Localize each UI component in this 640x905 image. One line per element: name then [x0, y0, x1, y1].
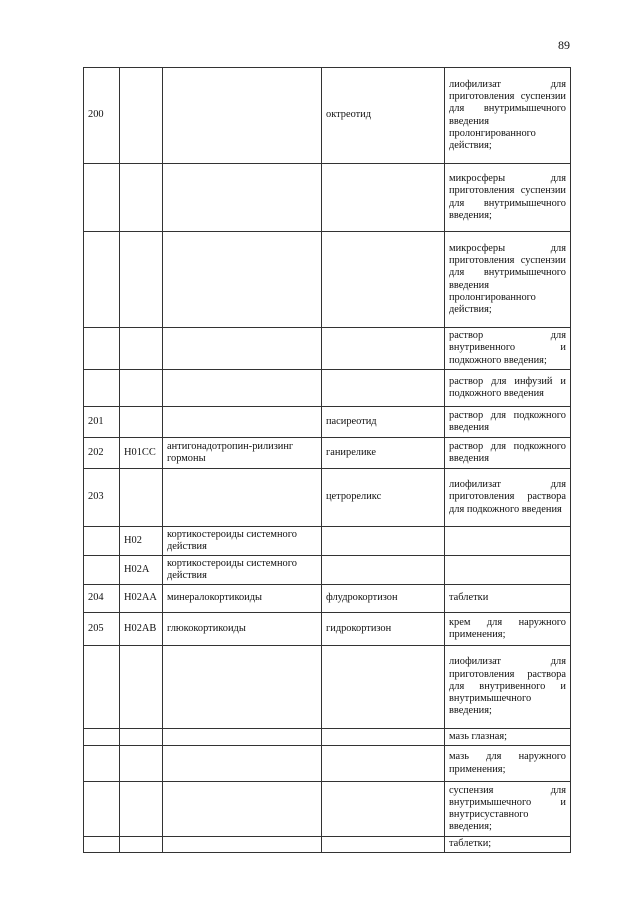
atc-code: [120, 370, 163, 407]
drug-name: [322, 232, 445, 328]
table-row: [84, 646, 571, 729]
atc-group: антигонадотропин-рилизинг гормоны: [163, 438, 322, 469]
dosage-form: лиофилизат для приготовления суспензии для внутримышечного введения пролонгированного действия;: [445, 68, 571, 164]
row-number: [84, 328, 120, 370]
dosage-form: раствор для внутривенного и подкожного введения;: [445, 328, 571, 370]
drug-name: [322, 782, 445, 837]
atc-code: [120, 729, 163, 746]
atc-group: [163, 746, 322, 782]
drug-name: цетрореликс: [322, 469, 445, 527]
atc-group: кортикостероиды системного действия: [163, 556, 322, 585]
atc-group: глюкокортикоиды: [163, 613, 322, 646]
atc-code: [120, 68, 163, 164]
row-number: 200: [84, 68, 120, 164]
table-row: [84, 232, 571, 328]
drug-name: [322, 164, 445, 232]
dosage-form: суспензия для внутримышечного и внутрисуставного введения;: [445, 782, 571, 837]
atc-group: [163, 837, 322, 853]
dosage-form: таблетки;: [445, 837, 571, 853]
atc-code: [120, 837, 163, 853]
atc-group: кортикостероиды системного действия: [163, 527, 322, 556]
atc-group: [163, 164, 322, 232]
drug-name: флудрокортизон: [322, 585, 445, 613]
atc-group: [163, 729, 322, 746]
row-number: [84, 232, 120, 328]
atc-group: [163, 68, 322, 164]
atc-code: H01CC: [120, 438, 163, 469]
table-row: [84, 407, 571, 438]
atc-group: минералокортикоиды: [163, 585, 322, 613]
row-number: 202: [84, 438, 120, 469]
dosage-form: мазь для наружного применения;: [445, 746, 571, 782]
atc-group: [163, 782, 322, 837]
row-number: [84, 527, 120, 556]
table-row: [84, 370, 571, 407]
table-row: [84, 585, 571, 613]
table-row: [84, 469, 571, 527]
atc-code: [120, 469, 163, 527]
table-row: [84, 68, 571, 164]
dosage-form: микросферы для приготовления суспензии для внутримышечного введения пролонгированного действия;: [445, 232, 571, 328]
row-number: [84, 729, 120, 746]
row-number: [84, 370, 120, 407]
row-number: [84, 837, 120, 853]
dosage-form: лиофилизат для приготовления раствора для подкожного введения: [445, 469, 571, 527]
atc-group: [163, 407, 322, 438]
dosage-form: мазь глазная;: [445, 729, 571, 746]
drug-name: [322, 328, 445, 370]
atc-code: [120, 232, 163, 328]
drug-name: пасиреотид: [322, 407, 445, 438]
dosage-form: лиофилизат для приготовления раствора для внутривенного и внутримышечного введения;: [445, 646, 571, 729]
table-row: [84, 556, 571, 585]
table-row: [84, 527, 571, 556]
drug-name: гидрокортизон: [322, 613, 445, 646]
table-row: [84, 729, 571, 746]
dosage-form: крем для наружного применения;: [445, 613, 571, 646]
atc-group: [163, 370, 322, 407]
row-number: 205: [84, 613, 120, 646]
drug-name: [322, 746, 445, 782]
table-row: [84, 613, 571, 646]
drug-name: октреотид: [322, 68, 445, 164]
table-row: [84, 164, 571, 232]
table-row: [84, 438, 571, 469]
atc-code: [120, 782, 163, 837]
row-number: 201: [84, 407, 120, 438]
row-number: 203: [84, 469, 120, 527]
dosage-form: таблетки: [445, 585, 571, 613]
drug-name: [322, 837, 445, 853]
table-row: [84, 746, 571, 782]
drug-name: [322, 370, 445, 407]
atc-code: [120, 407, 163, 438]
table-row: [84, 328, 571, 370]
table-row: [84, 782, 571, 837]
dosage-form: [445, 527, 571, 556]
row-number: [84, 782, 120, 837]
atc-code: [120, 646, 163, 729]
atc-code: [120, 746, 163, 782]
atc-code: H02A: [120, 556, 163, 585]
drug-name: [322, 527, 445, 556]
row-number: [84, 746, 120, 782]
row-number: [84, 556, 120, 585]
atc-code: [120, 328, 163, 370]
drug-name: ганирелике: [322, 438, 445, 469]
table-row: [84, 837, 571, 853]
dosage-form: микросферы для приготовления суспензии для внутримышечного введения;: [445, 164, 571, 232]
atc-code: H02AA: [120, 585, 163, 613]
atc-code: [120, 164, 163, 232]
page-number: 89: [558, 38, 570, 52]
drug-name: [322, 729, 445, 746]
dosage-form: раствор для подкожного введения: [445, 438, 571, 469]
atc-code: H02AB: [120, 613, 163, 646]
atc-group: [163, 469, 322, 527]
dosage-form: раствор для подкожного введения: [445, 407, 571, 438]
atc-code: H02: [120, 527, 163, 556]
row-number: [84, 646, 120, 729]
drug-name: [322, 646, 445, 729]
row-number: 204: [84, 585, 120, 613]
drug-name: [322, 556, 445, 585]
row-number: [84, 164, 120, 232]
dosage-form: раствор для инфузий и подкожного введения: [445, 370, 571, 407]
atc-group: [163, 232, 322, 328]
atc-group: [163, 646, 322, 729]
dosage-form: [445, 556, 571, 585]
atc-group: [163, 328, 322, 370]
drug-table: [83, 67, 571, 853]
